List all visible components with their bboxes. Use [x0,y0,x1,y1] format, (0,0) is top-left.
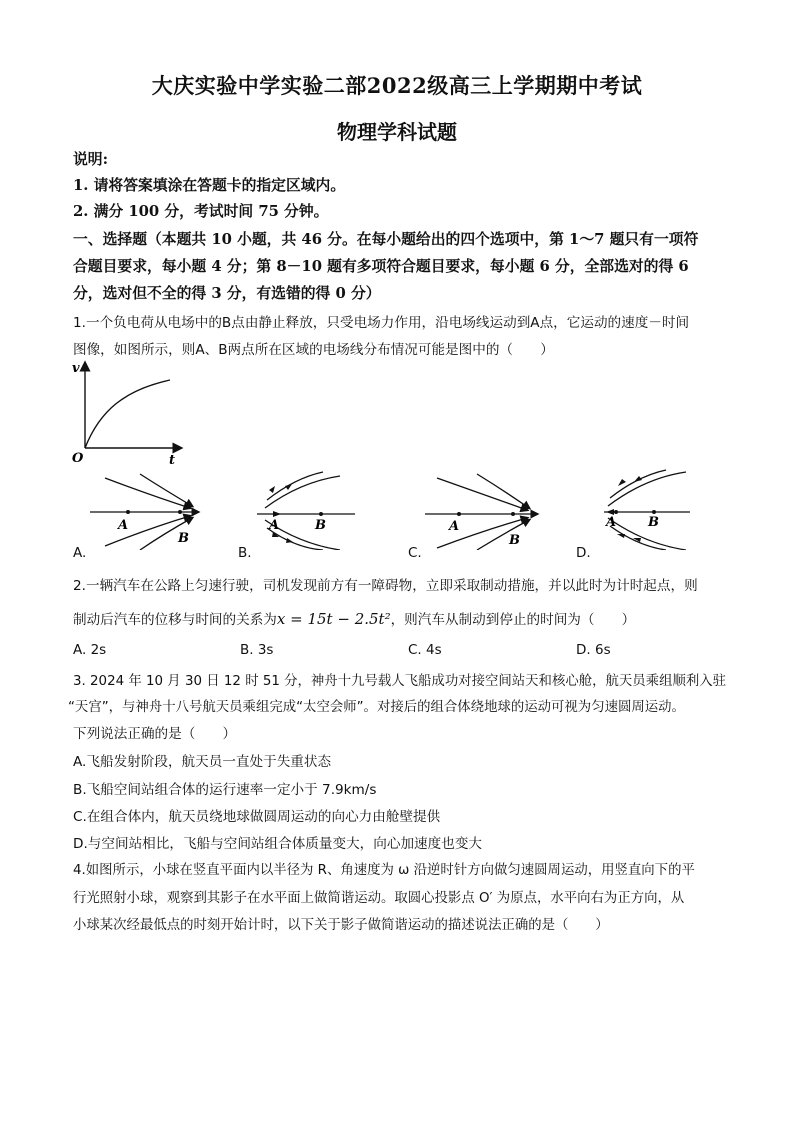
q4-stem-line: 4.如图所示，小球在竖直平面内以半径为 R、角速度为 ω 沿逆时针方向做匀速圆周运动，用竖直向下的平 [73,863,695,878]
q1-option-d: D. [576,545,591,561]
point-a-label: A [118,518,129,533]
q4-stem-line: 行光照射小球，观察到其影子在水平面上做简谐运动。取圆心投影点 O′ 为原点，水平向右为正方向，从 [73,891,685,906]
q2-stem-pre: 制动后汽车的位移与时间的关系为 [73,612,277,628]
q2-option-b: B. 3s [240,642,274,658]
q1-option-b: B. [238,545,252,561]
q2-option-a: A. 2s [73,642,107,658]
q2-option-d: D. 6s [576,642,611,658]
point-a-label: A [269,518,280,533]
point-b-label: B [315,518,326,533]
q1-option-c: C. [408,545,422,561]
point-b-label: B [648,515,659,530]
q3-option-b: B.飞船空间站组合体的运行速率一定小于 7.9km/s [73,782,377,798]
q1-velocity-time-graph [70,360,185,470]
exam-title: 大庆实验中学实验二部2022级高三上学期期中考试 [151,73,643,98]
point-b-label: B [509,533,520,548]
q1-stem-line: 图像，如图所示，则A、B两点所在区域的电场线分布情况可能是图中的（ ） [73,342,554,358]
q2-option-c: C. 4s [408,642,442,658]
instructions-heading: 说明: [73,151,109,168]
section-heading-line: 分，选对但不全的得 3 分，有选错的得 0 分） [73,285,381,302]
q1-field-diagram-c [415,470,545,550]
q3-stem-line: “天宫”，与神舟十八号航天员乘组完成“太空会师”。对接后的组合体绕地球的运动可视为匀速圆周运动。 [68,700,685,715]
q2-stem-post: ，则汽车从制动到停止的时间为（ ） [390,612,636,628]
q1-field-diagram-d [590,468,700,550]
v-axis-label: v [72,361,80,376]
q1-option-a: A. [73,545,87,561]
point-a-label: A [449,519,460,534]
q2-formula: x = 15t − 2.5t² [276,610,391,628]
section-heading-line: 合题目要求，每小题 4 分；第 8－10 题有多项符合题目要求，每小题 6 分，全部选对的得 6 [73,258,689,275]
velocity-curve [85,380,170,448]
q2-stem-line: 2.一辆汽车在公路上匀速行驶，司机发现前方有一障碍物，立即采取制动措施，并以此时为计时起点，则 [73,578,698,594]
section-heading-line: 一、选择题（本题共 10 小题，共 46 分。在每小题给出的四个选项中，第 1～7 题只有一项符 [73,231,699,248]
instruction-item: 2. 满分 100 分，考试时间 75 分钟。 [73,203,329,220]
point-b-label: B [178,531,189,546]
origin-label: O [72,451,84,466]
instruction-item: 1. 请将答案填涂在答题卡的指定区域内。 [73,177,346,194]
exam-subject: 物理学科试题 [337,120,457,144]
q1-stem-line: 1.一个负电荷从电场中的B点由静止释放，只受电场力作用，沿电场线运动到A点，它运动的速度－时间 [73,315,690,331]
q2-stem-line-2 [73,608,733,628]
q1-field-diagram-a [80,470,210,550]
q1-field-diagram-b [245,470,365,550]
q3-option-a: A.飞船发射阶段，航天员一直处于失重状态 [73,754,332,770]
q3-stem-line: 3. 2024 年 10 月 30 日 12 时 51 分，神舟十九号载人飞船成功对接空间站天和核心舱，航天员乘组顺利入驻 [73,674,727,689]
q3-option-d: D.与空间站相比，飞船与空间站组合体质量变大，向心加速度也变大 [73,836,483,852]
q4-stem-line: 小球某次经最低点的时刻开始计时，以下关于影子做简谐运动的描述说法正确的是（ ） [73,918,609,933]
q3-option-c: C.在组合体内，航天员绕地球做圆周运动的向心力由舱壁提供 [73,809,441,825]
point-a-label: A [606,515,617,530]
q3-stem-line: 下列说法正确的是（ ） [73,726,237,742]
t-axis-label: t [169,453,176,468]
